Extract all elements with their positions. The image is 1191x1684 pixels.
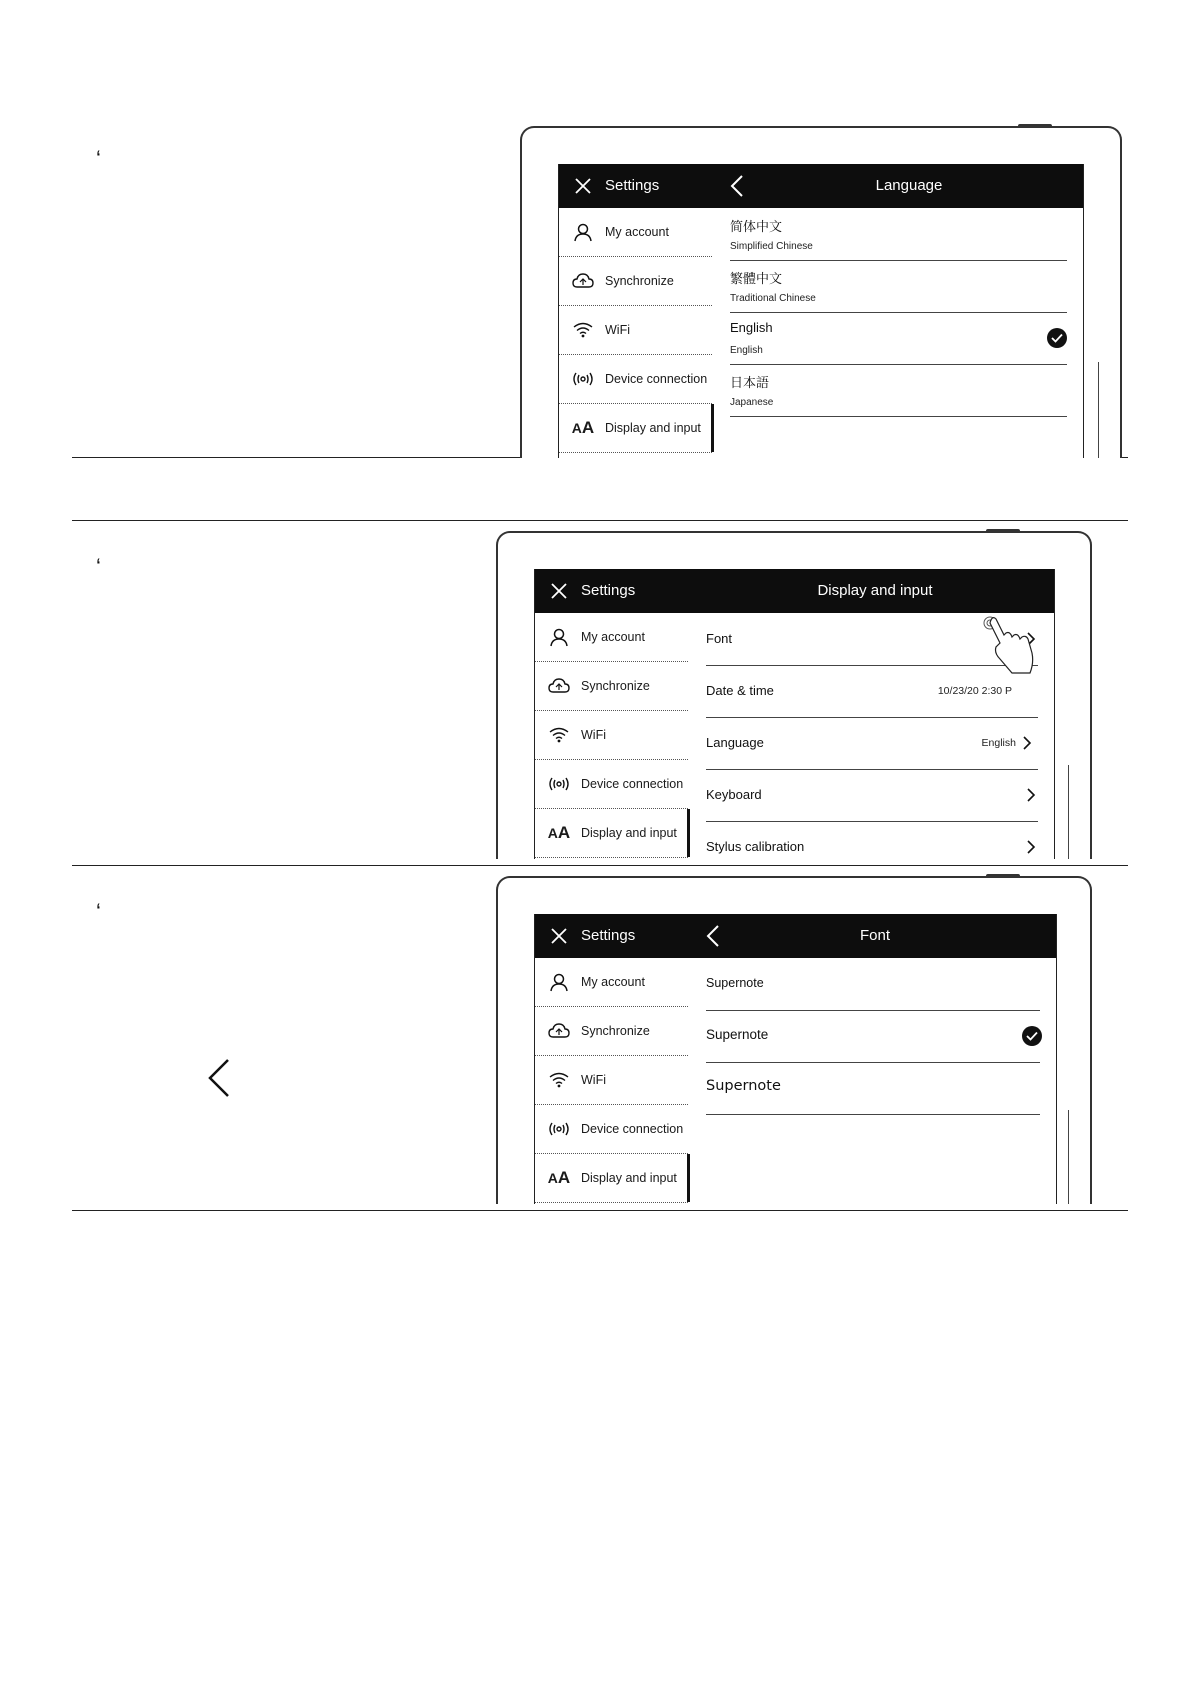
- selected-check-icon: [1047, 328, 1067, 348]
- device-screen: [534, 569, 1055, 859]
- wifi-icon: [547, 1068, 571, 1092]
- back-icon[interactable]: [705, 924, 721, 948]
- sidebar-item-my-account[interactable]: [559, 208, 712, 257]
- top-bar: [535, 914, 1056, 958]
- sidebar-item-label: Display and input: [605, 421, 701, 435]
- option-date-time[interactable]: Date & time 10/23/20 2:30 P: [706, 665, 1038, 718]
- sidebar-item-label: My account: [581, 975, 645, 989]
- sidebar-item-label: My account: [605, 225, 669, 239]
- user-icon: [547, 970, 571, 994]
- language-option[interactable]: 繁體中文 Traditional Chinese: [730, 260, 1067, 313]
- step-marker-2: [96, 556, 101, 578]
- page-title: Display and input: [817, 582, 933, 599]
- sidebar-item-synchronize[interactable]: [535, 662, 688, 711]
- broadcast-icon: [547, 772, 571, 796]
- device-frame: [496, 531, 1092, 859]
- font-size-icon: A A: [547, 1168, 571, 1187]
- top-bar: [559, 164, 1083, 208]
- sidebar-item-label: Device connection: [581, 1122, 684, 1136]
- sidebar-item-label: Synchronize: [605, 274, 674, 288]
- broadcast-icon: [547, 1117, 571, 1141]
- cloud-sync-icon: [571, 269, 595, 293]
- divider: [72, 865, 1128, 866]
- sidebar-item-wifi[interactable]: [535, 711, 688, 760]
- font-list: [690, 958, 1056, 1204]
- chevron-right-icon: [1022, 735, 1032, 751]
- user-icon: [547, 625, 571, 649]
- settings-title: Settings: [581, 582, 636, 599]
- settings-title: Settings: [605, 177, 660, 194]
- sidebar-item-label: WiFi: [605, 323, 630, 337]
- language-option[interactable]: 简体中文 Simplified Chinese: [730, 208, 1067, 261]
- close-icon[interactable]: [549, 581, 569, 601]
- divider: [72, 520, 1128, 521]
- display-options-list: [690, 613, 1054, 859]
- wifi-icon: [547, 723, 571, 747]
- sidebar-item-label: Device connection: [605, 372, 708, 386]
- option-font[interactable]: Font: [706, 613, 1038, 666]
- font-size-icon: A A: [547, 823, 571, 842]
- tap-hand-icon: [978, 613, 1036, 677]
- sidebar-item-synchronize[interactable]: [535, 1007, 688, 1056]
- sidebar-item-my-account[interactable]: [535, 958, 688, 1007]
- sidebar-item-label: WiFi: [581, 728, 606, 742]
- close-icon[interactable]: [549, 926, 569, 946]
- close-icon[interactable]: [573, 176, 593, 196]
- sidebar-item-label: Synchronize: [581, 1024, 650, 1038]
- sidebar-item-device-connection[interactable]: [535, 1105, 688, 1154]
- settings-title: Settings: [581, 927, 636, 944]
- page-title: Language: [875, 177, 943, 194]
- option-language[interactable]: Language English: [706, 717, 1038, 770]
- settings-sidebar: [535, 613, 688, 859]
- settings-sidebar: [559, 208, 712, 458]
- sidebar-item-wifi[interactable]: [559, 306, 712, 355]
- device-frame: [496, 876, 1092, 1204]
- chevron-right-icon: [1026, 787, 1036, 803]
- sidebar-item-synchronize[interactable]: [559, 257, 712, 306]
- option-keyboard[interactable]: Keyboard: [706, 769, 1038, 822]
- device-screen: [558, 164, 1084, 458]
- divider: [72, 1210, 1128, 1211]
- step-marker-3: [96, 901, 101, 923]
- font-option[interactable]: Supernote: [706, 1062, 1040, 1115]
- step-marker-1: [96, 148, 101, 170]
- page-title: Font: [859, 927, 890, 944]
- sidebar-item-device-connection[interactable]: [559, 355, 712, 404]
- sidebar-item-display-and-input[interactable]: [535, 1154, 688, 1203]
- font-option[interactable]: Supernote: [706, 958, 1040, 1011]
- language-list: [714, 208, 1083, 458]
- font-size-icon: A A: [571, 418, 595, 437]
- sidebar-item-wifi[interactable]: [535, 1056, 688, 1105]
- cloud-sync-icon: [547, 674, 571, 698]
- settings-sidebar: [535, 958, 688, 1204]
- sidebar-item-label: Display and input: [581, 826, 677, 840]
- language-option[interactable]: 日本語 Japanese: [730, 364, 1067, 417]
- sidebar-item-my-account[interactable]: [535, 613, 688, 662]
- chevron-right-icon: [1026, 839, 1036, 855]
- sidebar-item-display-and-input[interactable]: [535, 809, 688, 858]
- user-icon: [571, 220, 595, 244]
- back-arrow-icon: [206, 1058, 234, 1098]
- sidebar-item-label: My account: [581, 630, 645, 644]
- broadcast-icon: [571, 367, 595, 391]
- top-bar: [535, 569, 1054, 613]
- sidebar-item-label: Device connection: [581, 777, 684, 791]
- back-icon[interactable]: [729, 174, 745, 198]
- option-stylus-calibration[interactable]: Stylus calibration: [706, 821, 1038, 859]
- sidebar-item-display-and-input[interactable]: [559, 404, 712, 453]
- cloud-sync-icon: [547, 1019, 571, 1043]
- font-option[interactable]: Supernote: [706, 1010, 1040, 1063]
- language-option[interactable]: English English: [730, 312, 1067, 365]
- selected-check-icon: [1022, 1026, 1042, 1046]
- wifi-icon: [571, 318, 595, 342]
- sidebar-item-label: Display and input: [581, 1171, 677, 1185]
- device-frame: [520, 126, 1122, 458]
- device-screen: [534, 914, 1057, 1204]
- sidebar-item-label: WiFi: [581, 1073, 606, 1087]
- sidebar-item-device-connection[interactable]: [535, 760, 688, 809]
- sidebar-item-label: Synchronize: [581, 679, 650, 693]
